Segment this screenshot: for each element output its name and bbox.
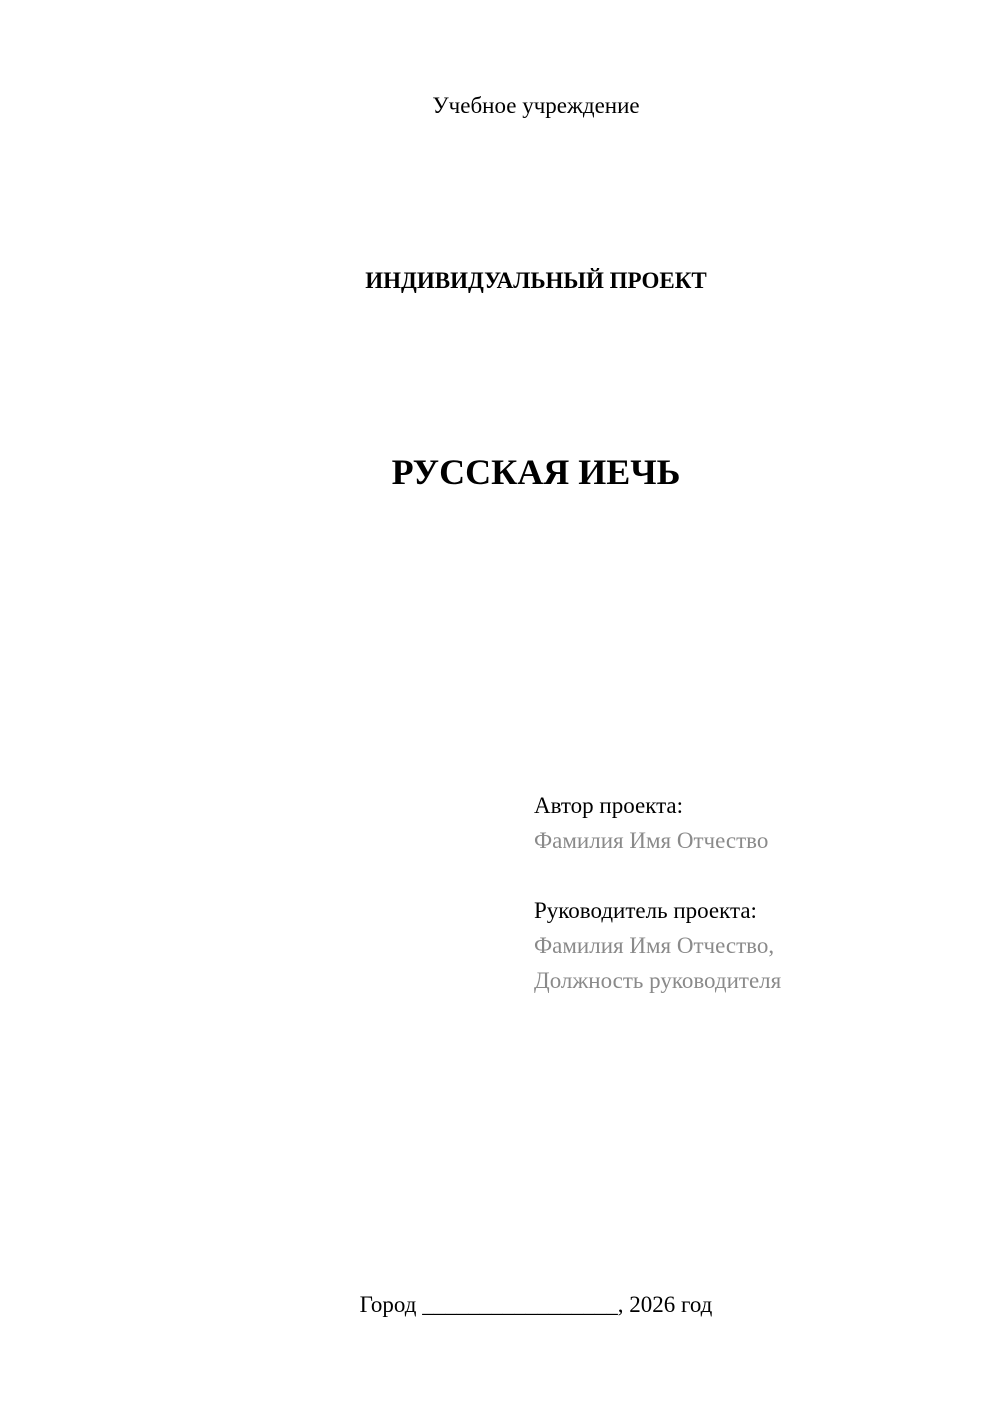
city-year-line: Город _________________, 2026 год	[359, 1292, 713, 1317]
project-info-block	[534, 788, 974, 998]
project-title: РУССКАЯ ИЕЧЬ	[391, 452, 681, 492]
supervisor-name: Фамилия Имя Отчество,	[534, 933, 775, 958]
spacer	[534, 858, 974, 893]
author-label: Автор проекта:	[534, 793, 683, 818]
institution-name: Учебное учреждение	[432, 93, 640, 118]
supervisor-label: Руководитель проекта:	[534, 898, 757, 923]
author-name: Фамилия Имя Отчество	[534, 828, 769, 853]
supervisor-position: Должность руководителя	[534, 968, 782, 993]
document-type-heading: ИНДИВИДУАЛЬНЫЙ ПРОЕКТ	[365, 268, 707, 293]
